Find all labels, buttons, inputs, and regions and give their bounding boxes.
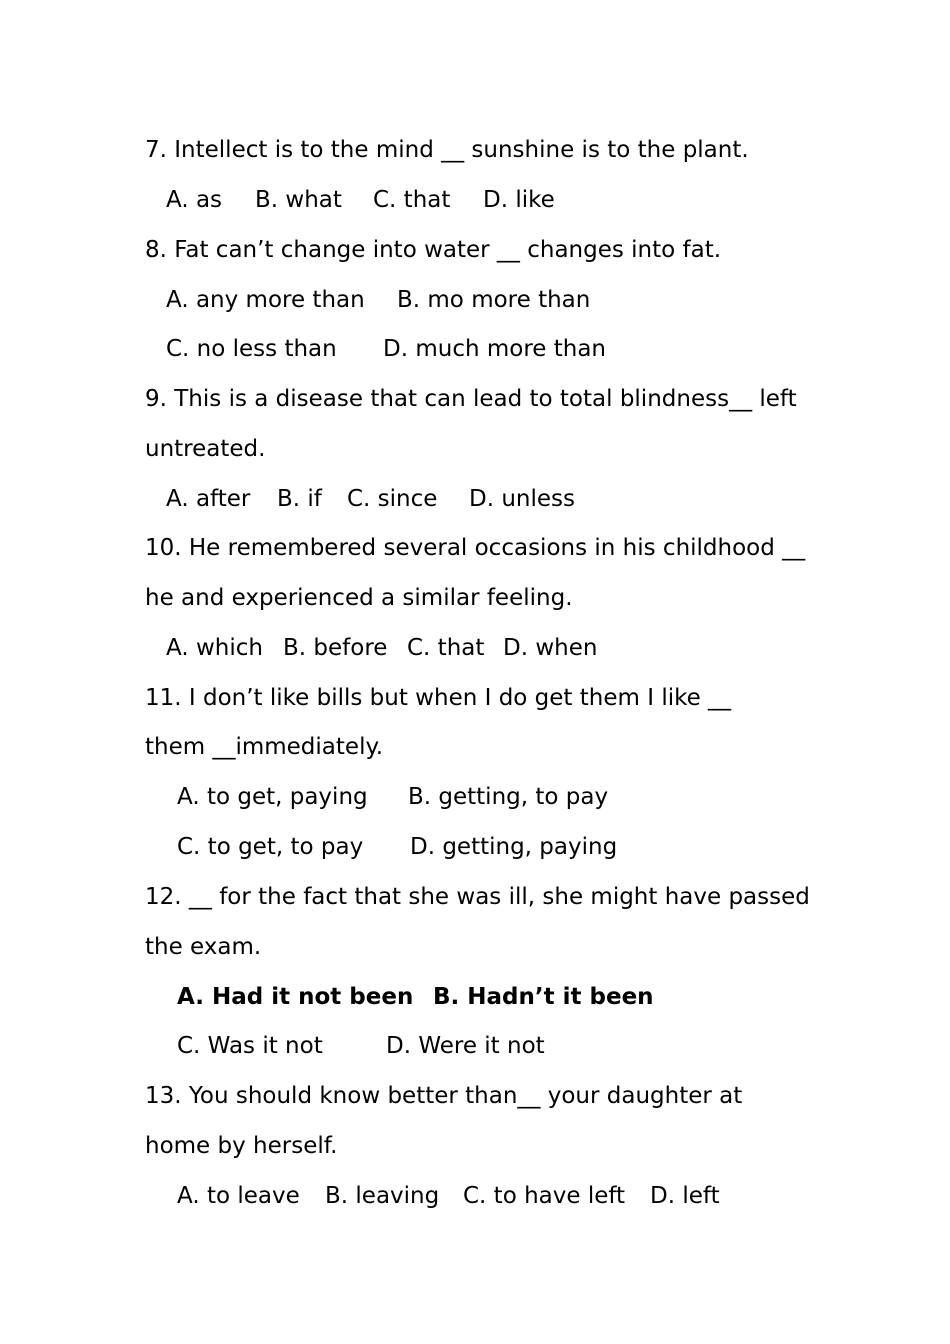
question-12-option-d: D. Were it not bbox=[386, 1033, 545, 1059]
question-11-option-d: D. getting, paying bbox=[410, 834, 618, 860]
question-8-option-d: D. much more than bbox=[383, 336, 607, 362]
question-13-stem-line-1: 13. You should know better than__ your daughter at bbox=[145, 1083, 743, 1109]
question-11-option-c: C. to get, to pay bbox=[177, 834, 364, 860]
question-7-option-b: B. what bbox=[255, 187, 342, 213]
question-10-stem-line-1: 10. He remembered several occasions in his childhood __ bbox=[145, 535, 806, 561]
question-7-option-a: A. as bbox=[166, 187, 223, 213]
question-13-option-a: A. to leave bbox=[177, 1183, 300, 1209]
question-11-option-b: B. getting, to pay bbox=[408, 784, 609, 810]
question-12-option-a: A. Had it not been bbox=[177, 984, 414, 1010]
question-10-option-a: A. which bbox=[166, 635, 263, 661]
question-7-stem: 7. Intellect is to the mind __ sunshine is to the plant. bbox=[145, 137, 749, 163]
question-7-option-d: D. like bbox=[483, 187, 555, 213]
question-13-option-b: B. leaving bbox=[325, 1183, 440, 1209]
question-9-option-a: A. after bbox=[166, 486, 251, 512]
question-12-stem-line-1: 12. __ for the fact that she was ill, she might have passed bbox=[145, 884, 810, 910]
question-12-option-c: C. Was it not bbox=[177, 1033, 323, 1059]
question-10-option-c: C. that bbox=[407, 635, 485, 661]
question-9-option-d: D. unless bbox=[469, 486, 575, 512]
question-10-option-d: D. when bbox=[503, 635, 598, 661]
question-11-stem-line-2: them __immediately. bbox=[145, 734, 384, 760]
question-10-option-b: B. before bbox=[283, 635, 388, 661]
question-9-stem-line-1: 9. This is a disease that can lead to total blindness__ left bbox=[145, 386, 797, 412]
question-8-stem: 8. Fat can’t change into water __ changes into fat. bbox=[145, 237, 722, 263]
question-12-option-b: B. Hadn’t it been bbox=[433, 984, 654, 1010]
question-8-option-c: C. no less than bbox=[166, 336, 337, 362]
question-9-option-b: B. if bbox=[277, 486, 322, 512]
question-9-stem-line-2: untreated. bbox=[145, 436, 266, 462]
question-11-option-a: A. to get, paying bbox=[177, 784, 368, 810]
question-10-stem-line-2: he and experienced a similar feeling. bbox=[145, 585, 573, 611]
question-11-stem-line-1: 11. I don’t like bills but when I do get them I like __ bbox=[145, 685, 732, 711]
question-13-stem-line-2: home by herself. bbox=[145, 1133, 338, 1159]
question-8-option-b: B. mo more than bbox=[397, 287, 591, 313]
question-8-option-a: A. any more than bbox=[166, 287, 365, 313]
question-13-option-d: D. left bbox=[650, 1183, 720, 1209]
question-9-option-c: C. since bbox=[347, 486, 438, 512]
question-13-option-c: C. to have left bbox=[463, 1183, 626, 1209]
question-7-option-c: C. that bbox=[373, 187, 451, 213]
question-12-stem-line-2: the exam. bbox=[145, 934, 262, 960]
